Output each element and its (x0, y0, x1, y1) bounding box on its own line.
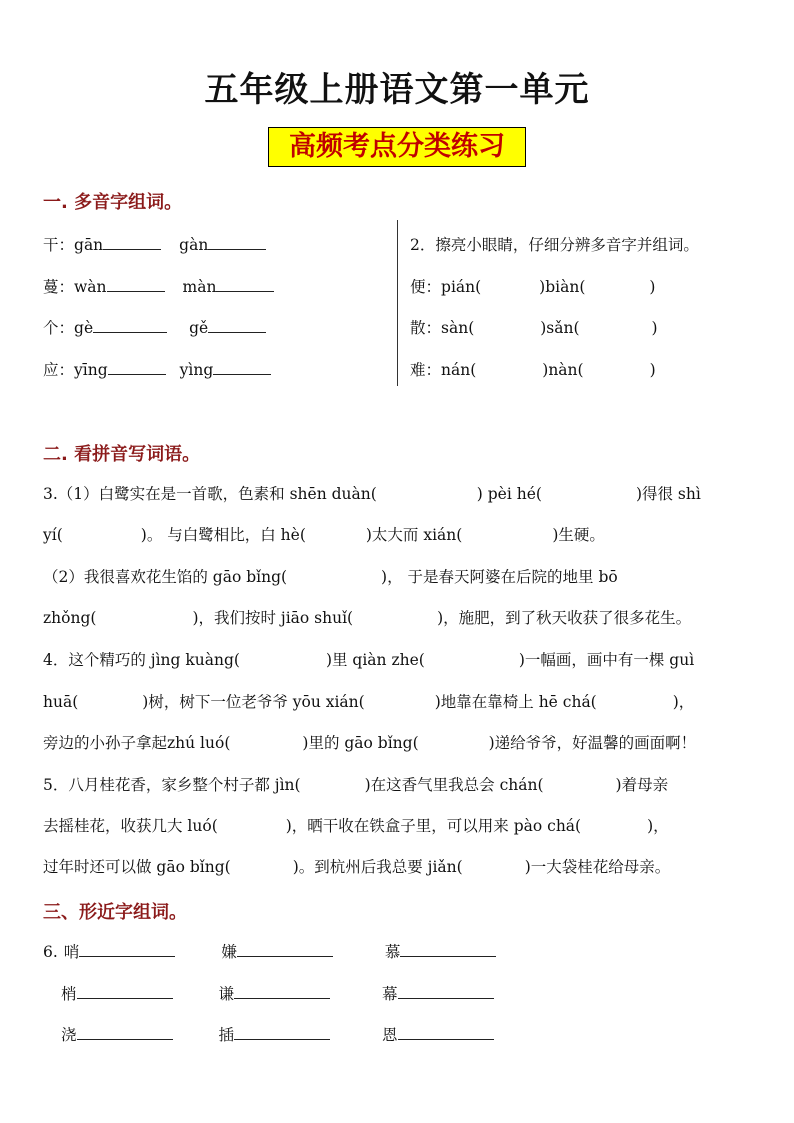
question-number: 6. (43, 943, 58, 961)
text-seg: （2）我很喜欢花生馅的 gāo bǐng( (43, 568, 288, 586)
text-seg: ) pèi hé( (476, 485, 542, 503)
char-label: 干： (43, 236, 75, 254)
subtitle: 高频考点分类练习 (289, 131, 505, 162)
answer-blank[interactable] (93, 318, 167, 333)
text-seg: 3.（1）白鹭实在是一首歌，色素和 shēn duàn( (43, 485, 377, 503)
answer-blank[interactable] (77, 1025, 173, 1040)
paren: ) (649, 361, 656, 379)
pinyin: )nàn( (542, 361, 584, 379)
exercise-line (43, 690, 694, 712)
pinyin: yìng (179, 361, 214, 379)
text-seg: )在这香气里我总会 chán( (364, 776, 544, 794)
pinyin: nán( (441, 361, 477, 379)
paren: ) (651, 319, 658, 337)
text-seg: yí( (43, 526, 63, 544)
char-label: 嫌 (221, 943, 237, 961)
exercise-line (43, 482, 701, 504)
text-seg: )得很 shì (635, 485, 701, 503)
exercise-line (43, 773, 668, 795)
polyphone-row (43, 275, 274, 297)
text-seg: 5．八月桂花香，家乡整个村子都 jìn( (43, 776, 301, 794)
answer-blank[interactable] (216, 277, 274, 292)
char-label: 哨 (63, 943, 80, 961)
text-seg: )递给爷爷，好温馨的画面啊！ (488, 734, 697, 752)
answer-blank[interactable] (234, 1025, 330, 1040)
polyphone-row (410, 316, 658, 338)
char-label: 插 (218, 1026, 235, 1044)
char-label: 恩 (382, 1026, 398, 1044)
answer-blank[interactable] (108, 360, 166, 375)
char-label: 个： (43, 319, 75, 337)
pinyin: gàn (179, 236, 209, 254)
char-label: 散： (410, 319, 442, 337)
pinyin: gān (74, 236, 104, 254)
text-seg: )地靠在靠椅上 hē chá( (434, 693, 597, 711)
char-label: 幕 (382, 985, 398, 1003)
exercise-line (43, 565, 618, 587)
column-divider (397, 220, 398, 386)
text-seg: )， (672, 693, 695, 711)
similar-char-row (61, 1023, 494, 1045)
polyphone-row (43, 233, 266, 255)
polyphone-row (43, 316, 266, 338)
text-seg: )，我们按时 jiāo shuǐ( (192, 609, 354, 627)
exercise-line (43, 814, 669, 836)
answer-blank[interactable] (400, 942, 496, 957)
char-label: 便： (410, 278, 442, 296)
similar-char-row (43, 940, 496, 962)
char-label: 梢 (61, 985, 77, 1003)
answer-blank[interactable] (107, 277, 165, 292)
polyphone-row (410, 275, 655, 297)
exercise-line (43, 648, 694, 670)
char-label: 谦 (218, 985, 235, 1003)
answer-blank[interactable] (234, 984, 330, 999)
char-label: 慕 (384, 943, 401, 961)
similar-char-row (61, 982, 494, 1004)
text-seg: 去摇桂花，收获几大 luó( (43, 817, 218, 835)
text-seg: )里 qiàn zhe( (325, 651, 425, 669)
pinyin: sàn( (441, 319, 475, 337)
polyphone-row (43, 358, 271, 380)
answer-blank[interactable] (79, 942, 175, 957)
text-seg: )。到杭州后我总要 jiǎn( (292, 858, 463, 876)
pinyin: màn (182, 278, 217, 296)
char-label: 应： (43, 361, 75, 379)
exercise-line (43, 731, 696, 753)
text-seg: )一大袋桂花给母亲。 (524, 858, 671, 876)
pinyin: wàn (74, 278, 107, 296)
page-title: 五年级上册语文第一单元 (204, 70, 590, 110)
text-seg: )生硬。 (552, 526, 605, 544)
section1-heading: 一. 多音字组词。 (43, 192, 183, 213)
text-seg: )里的 gāo bǐng( (302, 734, 419, 752)
answer-blank[interactable] (213, 360, 271, 375)
text-seg: )太大而 xián( (365, 526, 463, 544)
text-seg: )一幅画，画中有一棵 guì (518, 651, 695, 669)
text-seg: )，施肥，到了秋天收获了很多花生。 (437, 609, 692, 627)
right-instruction: 2．擦亮小眼睛，仔细分辨多音字并组词。 (410, 236, 699, 254)
text-seg: 过年时还可以做 gāo bǐng( (43, 858, 231, 876)
paren: ) (649, 278, 656, 296)
text-seg: )， (647, 817, 669, 835)
char-label: 蔓： (43, 278, 75, 296)
polyphone-row (410, 358, 656, 380)
text-seg: )。 与白鹭相比，白 hè( (140, 526, 306, 544)
exercise-line (43, 606, 691, 628)
section2-heading: 二. 看拼音写词语。 (43, 444, 201, 465)
text-seg: )树，树下一位老爷爷 yōu xián( (142, 693, 365, 711)
text-seg: )着母亲 (615, 776, 669, 794)
pinyin: )sǎn( (540, 319, 580, 337)
exercise-line (43, 523, 605, 545)
char-label: 浇 (61, 1026, 77, 1044)
pinyin: gè (74, 319, 94, 337)
pinyin: pián( (441, 278, 482, 296)
exercise-line (43, 855, 670, 877)
pinyin: gě (189, 319, 209, 337)
char-label: 难： (410, 361, 442, 379)
answer-blank[interactable] (398, 1025, 494, 1040)
answer-blank[interactable] (77, 984, 173, 999)
text-seg: 4．这个精巧的 jìng kuàng( (43, 651, 240, 669)
answer-blank[interactable] (208, 235, 266, 250)
section3-heading: 三、形近字组词。 (43, 902, 187, 923)
pinyin: )biàn( (539, 278, 586, 296)
answer-blank[interactable] (208, 318, 266, 333)
text-seg: 旁边的小孙子拿起zhú luó( (43, 734, 231, 752)
answer-blank[interactable] (237, 942, 333, 957)
text-seg: huā( (43, 693, 79, 711)
text-seg: )， 于是春天阿婆在后院的地里 bō (381, 568, 618, 586)
pinyin: yīng (74, 361, 108, 379)
answer-blank[interactable] (398, 984, 494, 999)
text-seg: )，晒干收在铁盒子里，可以用来 pào chá( (285, 817, 582, 835)
subtitle-banner (268, 127, 526, 167)
answer-blank[interactable] (103, 235, 161, 250)
text-seg: zhǒng( (43, 609, 97, 627)
